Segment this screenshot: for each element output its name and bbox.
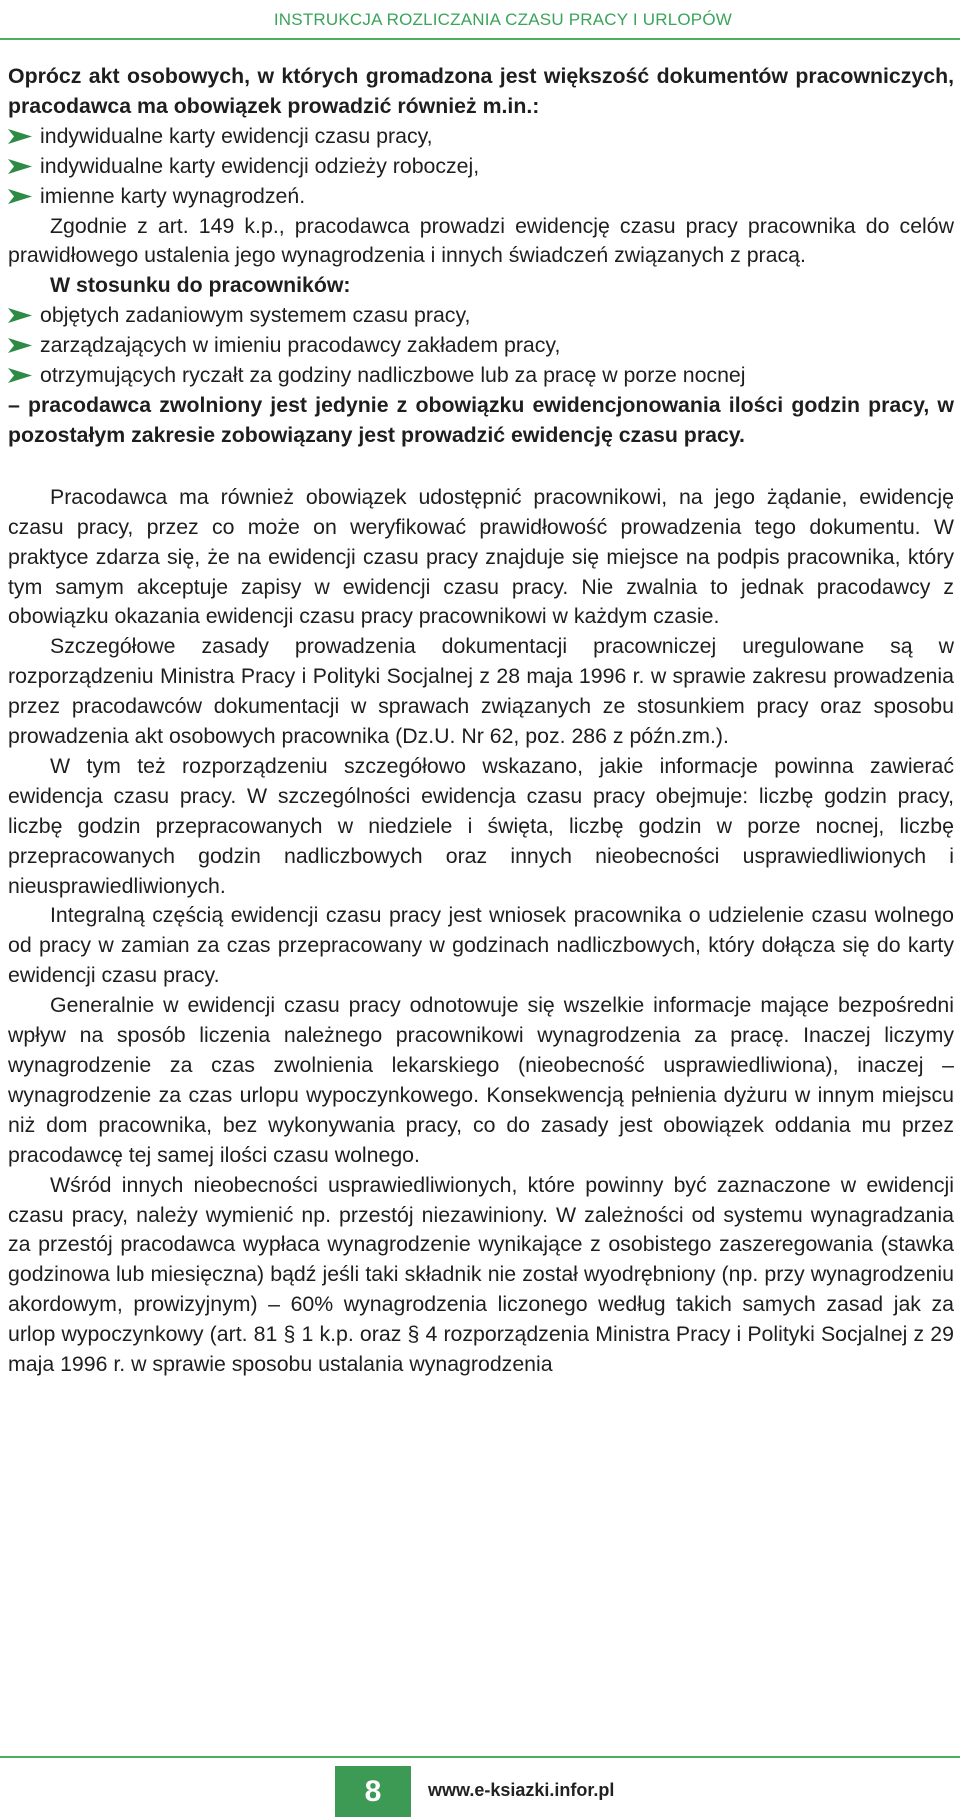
list-item (8, 152, 954, 182)
list-item (8, 361, 954, 391)
list-item-text: imienne karty wynagrodzeń. (40, 183, 306, 208)
intro-paragraph: Oprócz akt osobowych, w których gromadzona jest większość dokumentów pracowniczych, pracodawca ma obowiązek prowadzić również m.in.: (8, 64, 954, 118)
list-item-text: indywidualne karty ewidencji czasu pracy, (40, 123, 433, 148)
body-paragraph: Pracodawca ma również obowiązek udostępnić pracownikowi, na jego żądanie, ewidencję czasu pracy, przez co może on weryfikować prawidłowość prowadzenia tego dokumentu. W praktyce zdarza się, że na ewidencji czasu pracy znajduje się miejsce na podpis pracownika, który tym samym akceptuje zapisy w ewidencji czasu pracy. Nie zwalnia to jednak pracodawcy z obowiązku okazania ewidencji czasu pracy pracownikowi w każdym czasie. (8, 484, 954, 629)
list-item (8, 182, 954, 212)
employees-list (8, 301, 954, 391)
records-list (8, 122, 954, 212)
body-paragraph: Wśród innych nieobecności usprawiedliwionych, które powinny być zaznaczone w ewidencji czasu pracy, należy wymienić np. przestój niezawiniony. W zależności od systemu wynagradzania za przestój pracodawca wypłaca wynagrodzenie wynikające z osobistego zaszeregowania (stawka godzinowa lub miesięczna) bądź jeśli taki składnik nie został wyodrębniony (np. przy wynagrodzeniu akordowym, prowizyjnym) – 60% wynagrodzenia liczonego według takich samych zasad jak za urlop wypoczynkowy (art. 81 § 1 k.p. oraz § 4 rozporządzenia Ministra Pracy i Polityki Socjalnej z 29 maja 1996 r. w sprawie sposobu ustalania wynagrodzenia (8, 1172, 954, 1377)
arrowhead-bullet-icon (8, 338, 32, 353)
list-item (8, 331, 954, 361)
footer-divider (0, 1756, 960, 1758)
list-item-text: indywidualne karty ewidencji odzieży roboczej, (40, 153, 480, 178)
arrowhead-bullet-icon (8, 368, 32, 383)
employees-heading: W stosunku do pracowników: (50, 273, 351, 298)
list-item (8, 122, 954, 152)
running-header-title: INSTRUKCJA ROZLICZANIA CZASU PRACY I URLOPÓW (273, 10, 732, 29)
page-body (8, 62, 954, 1380)
list-item (8, 301, 954, 331)
arrowhead-bullet-icon (8, 189, 32, 204)
page-number: 8 (335, 1766, 411, 1817)
employees-conclusion: – pracodawca zwolniony jest jedynie z obowiązku ewidencjonowania ilości godzin pracy, w pozostałym zakresie zobowiązany jest prowadzić ewidencję czasu pracy. (8, 392, 954, 447)
body-paragraph: W tym też rozporządzeniu szczegółowo wskazano, jakie informacje powinna zawierać ewidencja czasu pracy. W szczególności ewidencja czasu pracy obejmuje: liczbę godzin pracy, liczbę godzin przepracowanych w niedziele i święta, liczbę godzin w porze nocnej, liczbę przepracowanych godzin nadliczbowych oraz innych nieobecności usprawiedliwionych i nieusprawiedliwionych. (8, 753, 954, 898)
arrowhead-bullet-icon (8, 159, 32, 174)
body-paragraph: Szczegółowe zasady prowadzenia dokumentacji pracowniczej uregulowane są w rozporządzeniu Ministra Pracy i Polityki Socjalnej z 28 maja 1996 r. w sprawie zakresu prowadzenia przez pracodawców dokumentacji w sprawach związanych ze stosunkiem pracy oraz sposobu prowadzenia akt osobowych pracownika (Dz.U. Nr 62, poz. 286 z późn.zm.). (8, 634, 954, 749)
website-link[interactable]: www.e-ksiazki.infor.pl (428, 1780, 615, 1800)
body-paragraph: Generalnie w ewidencji czasu pracy odnotowuje się wszelkie informacje mające bezpośredni wpływ na sposób liczenia należnego pracownikowi wynagrodzenia za pracę. Inaczej liczymy wynagrodzenie za czas zwolnienia lekarskiego (nieobecność usprawiedliwiona), inaczej – wynagrodzenie za czas urlopu wypoczynkowego. Konsekwencją pełnienia dyżuru w innym miejscu niż dom pracownika, bez wykonywania pracy, co do zasady jest obowiązek oddania mu przez pracodawcę tej samej ilości czasu wolnego. (8, 993, 954, 1167)
page-footer (0, 1756, 960, 1817)
list-item-text: zarządzających w imieniu pracodawcy zakładem pracy, (40, 333, 561, 358)
page-header (0, 0, 960, 40)
list-item-text: otrzymujących ryczałt za godziny nadliczbowe lub za pracę w porze nocnej (40, 363, 746, 388)
arrowhead-bullet-icon (8, 129, 32, 144)
section-spacer (8, 451, 954, 483)
header-divider (0, 38, 960, 40)
art149-paragraph: Zgodnie z art. 149 k.p., pracodawca prowadzi ewidencję czasu pracy pracownika do celów prawidłowego ustalenia jego wynagrodzenia i innych świadczeń związanych z pracą. (8, 213, 954, 268)
body-paragraph: Integralną częścią ewidencji czasu pracy jest wniosek pracownika o udzielenie czasu wolnego od pracy w zamian za czas przepracowany w godzinach nadliczbowych, który dołącza się do karty ewidencji czasu pracy. (8, 903, 954, 988)
arrowhead-bullet-icon (8, 308, 32, 323)
list-item-text: objętych zadaniowym systemem czasu pracy, (40, 303, 471, 328)
